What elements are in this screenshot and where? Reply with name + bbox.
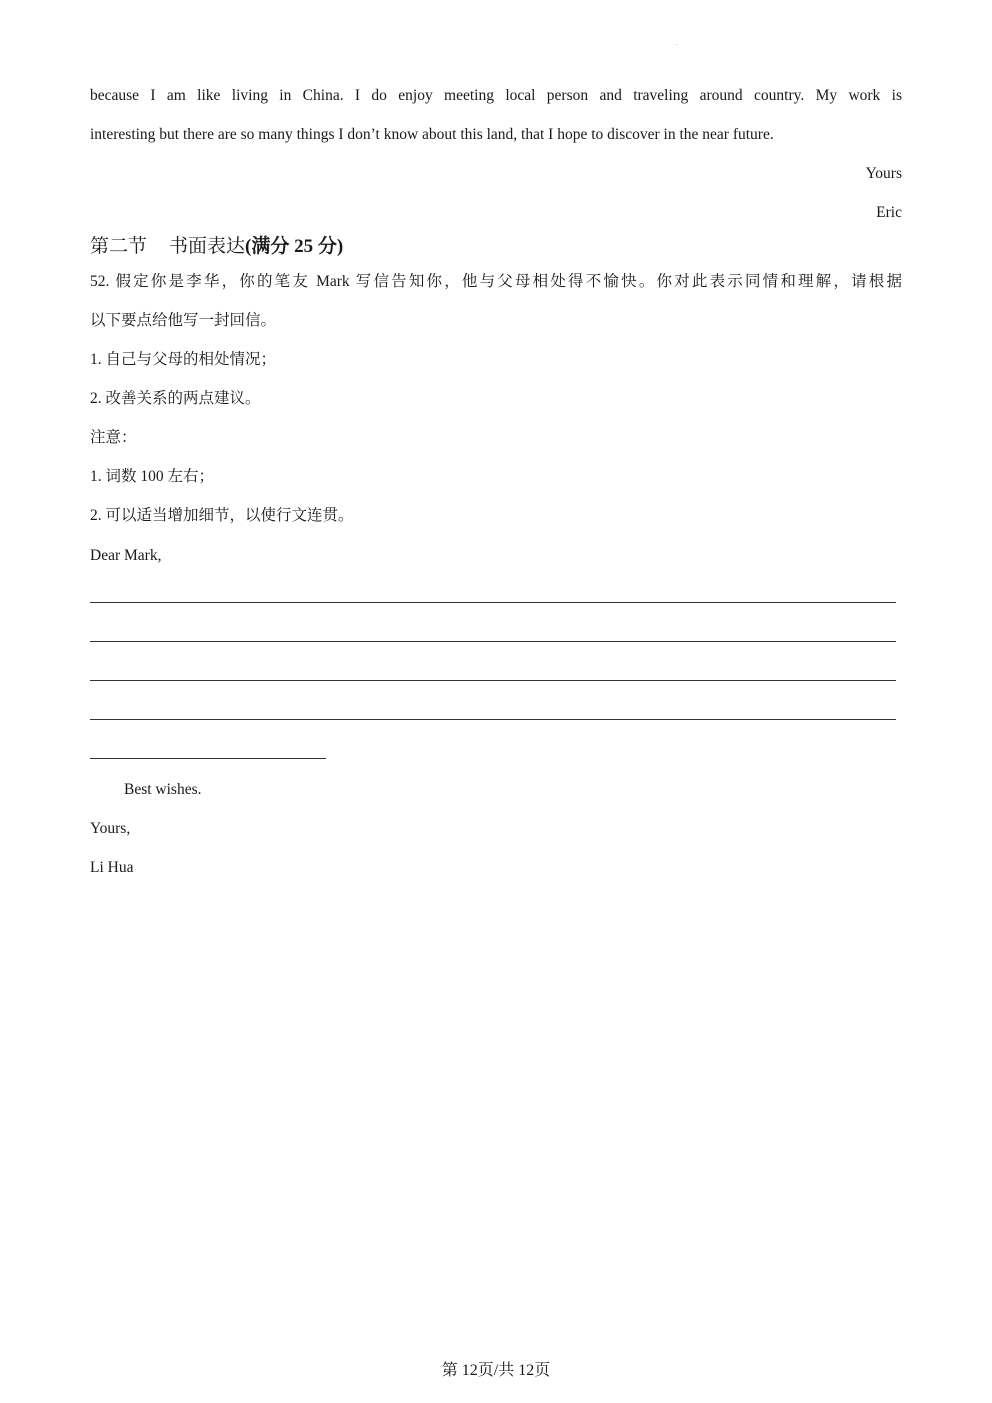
answer-blank-line-4[interactable]: [90, 719, 896, 720]
answer-sign-off: Best wishes.: [124, 781, 202, 798]
answer-closing: Yours,: [90, 820, 131, 837]
notes-label: 注意：: [90, 429, 137, 446]
section-score: (满分 25 分): [245, 236, 344, 257]
answer-name: Li Hua: [90, 859, 134, 876]
answer-blank-line-2[interactable]: [90, 641, 896, 642]
question-prompt-line-1: 52. 假定你是李华，你的笔友 Mark 写信告知你，他与父母相处得不愉快。你对此表示同情和理解，请根据: [90, 273, 902, 290]
section-heading: [90, 235, 902, 259]
answer-blank-line-5[interactable]: [90, 758, 326, 759]
letter-body-line-1: because I am like living in China. I do enjoy meeting local person and traveling around country. My work is: [90, 87, 902, 104]
letter-signature: Eric: [876, 204, 902, 221]
scan-speck: [676, 44, 677, 45]
question-point-1: 1. 自己与父母的相处情况；: [90, 351, 277, 368]
question-point-2: 2. 改善关系的两点建议。: [90, 390, 261, 407]
answer-blank-line-1[interactable]: [90, 602, 896, 603]
note-2: 2. 可以适当增加细节，以使行文连贯。: [90, 507, 354, 524]
question-prompt-line-2: 以下要点给他写一封回信。: [90, 312, 277, 329]
letter-closing: Yours: [865, 165, 902, 182]
letter-body-line-2: interesting but there are so many things I don’t know about this land, that I hope to discover in the near future.: [90, 126, 774, 143]
section-subtitle: 书面表达: [169, 236, 246, 257]
page-footer: 第 12页/共 12页: [441, 1362, 551, 1379]
answer-blank-line-3[interactable]: [90, 680, 896, 681]
note-1: 1. 词数 100 左右；: [90, 468, 215, 485]
answer-greeting: Dear Mark,: [90, 547, 162, 564]
section-number: 第二节: [90, 236, 148, 257]
